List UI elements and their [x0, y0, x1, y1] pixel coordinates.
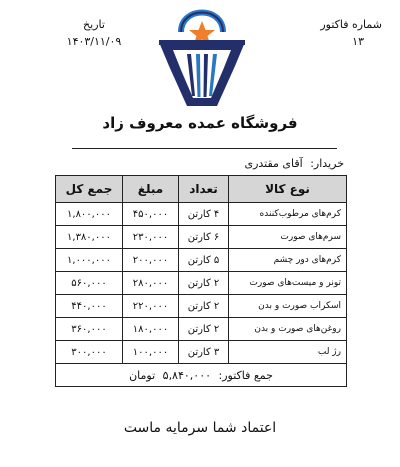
table-header-row: [56, 176, 347, 203]
invoice-number-label: شماره فاکتور: [320, 18, 382, 31]
buyer-name: آقای مقتدری: [244, 157, 303, 170]
row-qty: ۲ کارتن: [179, 318, 229, 341]
invoice-number-value: ۱۳: [352, 35, 364, 48]
table-row: [56, 295, 347, 318]
row-item: اسکراب صورت و بدن: [229, 295, 347, 318]
row-price: ۴۵۰,۰۰۰: [123, 203, 179, 226]
row-price: ۲۳۰,۰۰۰: [123, 226, 179, 249]
buyer-label: خریدار:: [310, 157, 344, 170]
header-quantity: تعداد: [179, 176, 229, 203]
header-unit-price: مبلغ: [123, 176, 179, 203]
grand-total-row: [56, 364, 347, 387]
table-row: [56, 203, 347, 226]
row-price: ۱۰۰,۰۰۰: [123, 341, 179, 364]
row-price: ۲۲۰,۰۰۰: [123, 295, 179, 318]
row-qty: ۲ کارتن: [179, 295, 229, 318]
table-row: [56, 226, 347, 249]
row-qty: ۲ کارتن: [179, 272, 229, 295]
row-total: ۱,۸۰۰,۰۰۰: [56, 203, 123, 226]
date-label: تاریخ: [83, 18, 105, 31]
row-qty: ۵ کارتن: [179, 249, 229, 272]
row-qty: ۶ کارتن: [179, 226, 229, 249]
header-item-type: نوع کالا: [229, 176, 347, 203]
row-item: روغن‌های صورت و بدن: [229, 318, 347, 341]
row-item: سرم‌های صورت: [229, 226, 347, 249]
invoice-items-table: [55, 175, 347, 387]
row-total: ۳۰۰,۰۰۰: [56, 341, 123, 364]
row-total: ۵۶۰,۰۰۰: [56, 272, 123, 295]
invoice-number-block: [320, 18, 382, 48]
table-row: [56, 341, 347, 364]
row-price: ۱۸۰,۰۰۰: [123, 318, 179, 341]
shopping-bag-star-logo-icon: [157, 2, 247, 110]
store-name: فروشگاه عمده معروف زاد: [102, 114, 298, 132]
thank-you-message: اعتماد شما سرمایه ماست: [123, 420, 277, 436]
row-total: ۱,۳۸۰,۰۰۰: [56, 226, 123, 249]
row-total: ۱,۰۰۰,۰۰۰: [56, 249, 123, 272]
currency-label: تومان: [129, 368, 156, 382]
grand-total-value: ۵,۸۴۰,۰۰۰: [162, 368, 212, 382]
separator-line: [72, 148, 337, 149]
row-price: ۲۰۰,۰۰۰: [123, 249, 179, 272]
date-block: [54, 18, 134, 48]
row-qty: ۳ کارتن: [179, 341, 229, 364]
buyer-row: [244, 157, 344, 170]
header-line-total: جمع کل: [56, 176, 123, 203]
row-price: ۲۸۰,۰۰۰: [123, 272, 179, 295]
table-row: [56, 272, 347, 295]
row-item: کرم‌های مرطوب‌کننده: [229, 203, 347, 226]
row-item: رژ لب: [229, 341, 347, 364]
table-row: [56, 249, 347, 272]
grand-total-label: جمع فاکتور:: [218, 368, 273, 382]
date-value: ۱۴۰۳/۱۱/۰۹: [66, 35, 122, 48]
row-qty: ۴ کارتن: [179, 203, 229, 226]
row-total: ۳۶۰,۰۰۰: [56, 318, 123, 341]
row-total: ۴۴۰,۰۰۰: [56, 295, 123, 318]
store-logo: [157, 2, 247, 110]
row-item: کرم‌های دور چشم: [229, 249, 347, 272]
grand-total-cell: [56, 364, 347, 387]
row-item: تونر و میست‌های صورت: [229, 272, 347, 295]
table-row: [56, 318, 347, 341]
